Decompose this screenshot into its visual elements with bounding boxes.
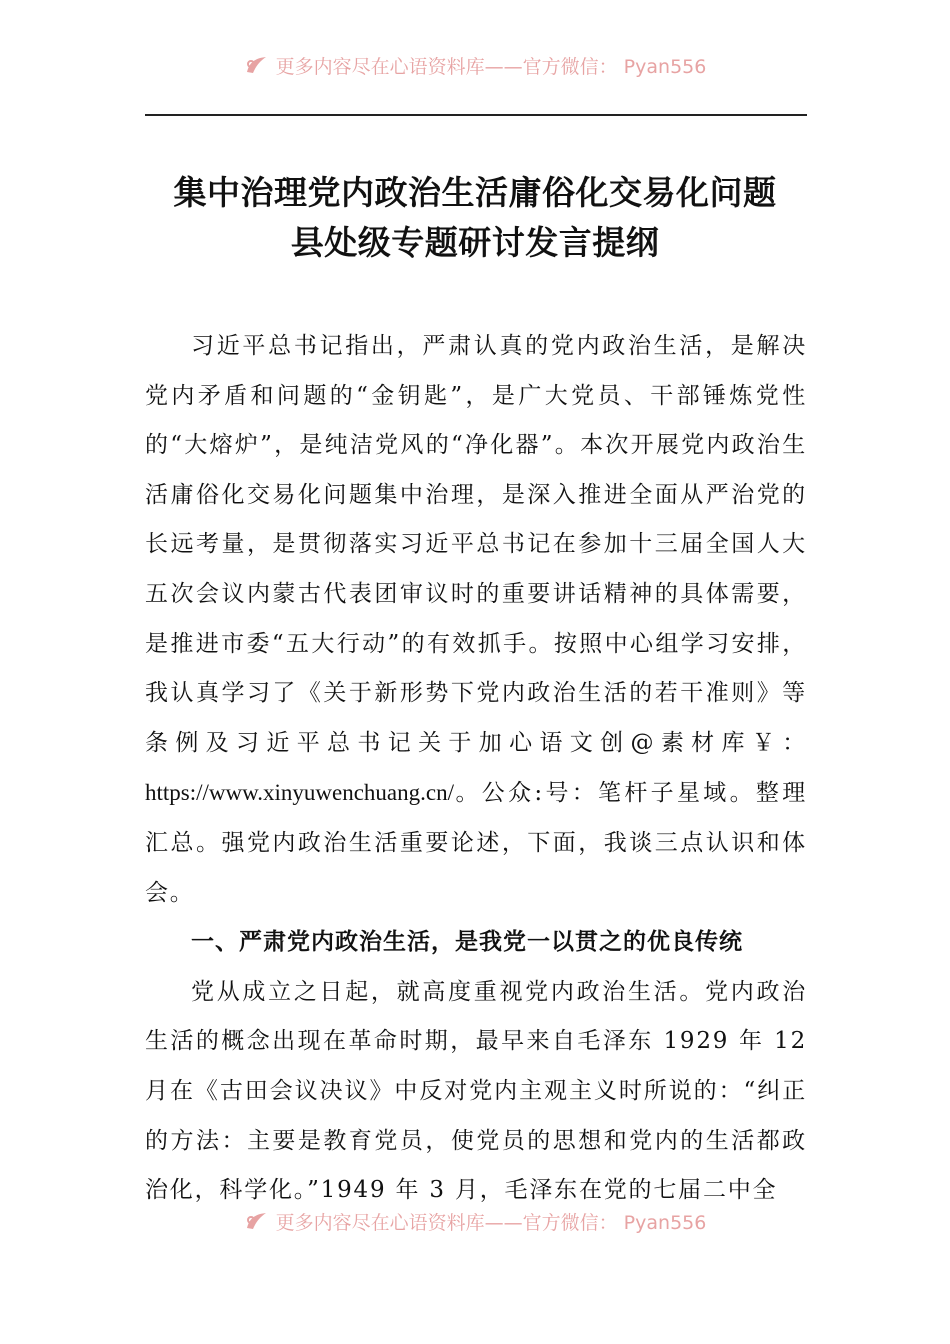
pen-logo-icon bbox=[244, 54, 270, 81]
pen-logo-icon bbox=[244, 1210, 270, 1237]
watermark-bottom bbox=[0, 1208, 950, 1238]
paragraph-intro-tail: 。公众:号：笔杆子星域。整理汇总。强党内政治生活重要论述，下面，我谈三点认识和体会。 bbox=[145, 780, 807, 906]
title-line-1: 集中治理党内政治生活庸俗化交易化问题 bbox=[173, 173, 777, 212]
source-link[interactable]: https://www.xinyuwenchuang.cn/ bbox=[145, 780, 454, 806]
watermark-text: 更多内容尽在心语资料库——官方微信： Pyan556 bbox=[275, 1212, 707, 1234]
document-title bbox=[100, 168, 850, 268]
section-heading-1: 一、严肃党内政治生活，是我党一以贯之的优良传统 bbox=[191, 929, 743, 956]
paragraph-intro-text: 习近平总书记指出，严肃认真的党内政治生活，是解决党内矛盾和问题的“金钥匙”，是广大党员、干部锤炼党性的“大熔炉”，是纯洁党风的“净化器”。本次开展党内政治生活庸俗化交易化问题集中治理，是深入推进全面从严治党的长远考量，是贯彻落实习近平总书记在参加十三届全国人大五次会议内蒙古代表团审议时的重要讲话精神的具体需要，是推进市委“五大行动”的有效抓手。按照中心组学习安排，我认真学习了《关于新形势下党内政治生活的若干准则》等条例及习近平总书记关于加心语文创@素材库￥： bbox=[145, 333, 807, 756]
watermark-text: 更多内容尽在心语资料库——官方微信： Pyan556 bbox=[275, 56, 707, 78]
paragraph-history: 党从成立之日起，就高度重视党内政治生活。党内政治生活的概念出现在革命时期，最早来自毛泽东 1929 年 12 月在《古田会议决议》中反对党内主观主义时所说的：“纠正的方法：主要是教育党员，使党员的思想和党内的生活都政治化，科学化。”1949 年 3 月，毛泽东在党的七届二中全 bbox=[145, 978, 807, 1204]
paragraph-intro bbox=[145, 322, 807, 918]
title-line-2: 县处级专题研讨发言提纲 bbox=[290, 223, 660, 262]
watermark-top bbox=[0, 52, 950, 82]
header-rule bbox=[145, 114, 807, 116]
document-body bbox=[145, 322, 807, 1216]
